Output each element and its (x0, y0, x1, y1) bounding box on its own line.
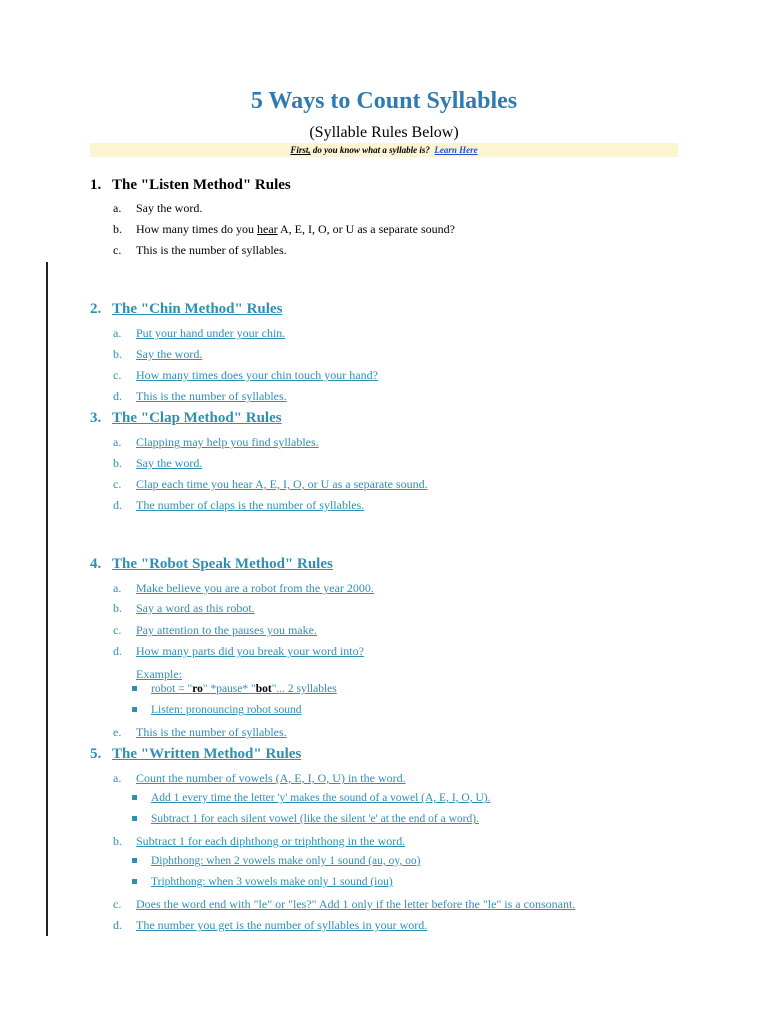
square-bullet-icon (132, 707, 137, 712)
item-text: How many times does your chin touch your hand? (136, 368, 378, 382)
list-item[interactable] (113, 456, 202, 471)
list-item (113, 222, 455, 237)
section-number: 1. (90, 177, 102, 193)
list-item[interactable] (113, 601, 255, 616)
section-number: 5. (90, 746, 102, 762)
revision-bar (46, 262, 48, 936)
section-heading-listen (90, 177, 291, 194)
item-text: Put your hand under your chin. (136, 326, 286, 340)
list-item[interactable] (113, 918, 427, 933)
item-text: A, E, I, O, or U as a separate sound? (277, 222, 455, 236)
section-title: The "Clap Method" Rules (112, 410, 282, 426)
list-item[interactable] (113, 389, 287, 404)
page-subtitle: (Syllable Rules Below) (309, 124, 459, 141)
list-item[interactable] (113, 834, 405, 849)
section-heading-chin[interactable] (90, 301, 282, 318)
bullet-text: "... 2 syllables (271, 683, 337, 695)
item-marker: d. (113, 389, 122, 403)
list-item[interactable] (113, 644, 364, 659)
page-title: 5 Ways to Count Syllables (250, 88, 518, 114)
item-text: Clap each time you hear A, E, I, O, or U as a separate sound. (136, 477, 428, 491)
example-bullet-listen[interactable] (132, 704, 301, 716)
list-item (113, 243, 287, 258)
item-text: Subtract 1 for each diphthong or triphthong in the word. (136, 834, 406, 848)
list-item (113, 201, 202, 216)
intro-banner (90, 143, 678, 157)
item-text: Say the word. (136, 347, 203, 361)
item-marker: a. (113, 326, 122, 340)
bullet-item[interactable] (132, 876, 393, 888)
bullet-text: Diphthong: when 2 vowels make only 1 sound (au, oy, oo) (151, 855, 421, 867)
section-number: 4. (90, 556, 102, 572)
bullet-text: Add 1 every time the letter 'y' makes the sound of a vowel (A, E, I, O, U). (151, 792, 491, 804)
item-text: This is the number of syllables. (136, 725, 287, 739)
section-number: 2. (90, 301, 102, 317)
item-marker: d. (113, 498, 122, 512)
bullet-text: Subtract 1 for each silent vowel (like the silent 'e' at the end of a word). (151, 813, 479, 825)
item-marker: a. (113, 771, 122, 785)
item-text: Say the word. (136, 201, 203, 215)
list-item[interactable] (113, 725, 287, 740)
item-text: Does the word end with "le" or "les?" Add 1 only if the letter before the "le" is a consonant. (136, 897, 576, 911)
section-title: The "Robot Speak Method" Rules (112, 556, 333, 572)
section-title: The "Listen Method" Rules (112, 177, 291, 193)
item-marker: b. (113, 601, 122, 615)
section-heading-clap[interactable] (90, 410, 282, 427)
item-marker: b. (113, 347, 122, 361)
list-item[interactable] (113, 347, 202, 362)
bullet-emphasis: bot (255, 683, 272, 695)
section-title: The "Chin Method" Rules (112, 301, 283, 317)
item-text: This is the number of syllables. (136, 389, 287, 403)
item-marker: b. (113, 222, 122, 236)
item-marker: c. (113, 897, 122, 911)
bullet-item[interactable] (132, 855, 420, 867)
section-heading-written[interactable] (90, 746, 301, 763)
bullet-item[interactable] (132, 792, 490, 804)
bullet-text: Listen: pronouncing robot sound (151, 704, 302, 716)
bullet-item[interactable] (132, 813, 479, 825)
bullet-text: robot = " (151, 683, 193, 695)
section-heading-robot[interactable] (90, 556, 333, 573)
list-item[interactable] (113, 368, 378, 383)
list-item[interactable] (113, 435, 319, 450)
item-text: Clapping may help you find syllables. (136, 435, 319, 449)
list-item[interactable] (113, 498, 364, 513)
square-bullet-icon (132, 795, 137, 800)
intro-first: First, (290, 145, 311, 155)
list-item[interactable] (113, 623, 317, 638)
square-bullet-icon (132, 686, 137, 691)
item-text: How many times do you (136, 222, 257, 236)
item-text: Pay attention to the pauses you make. (136, 623, 317, 637)
section-title: The "Written Method" Rules (112, 746, 302, 762)
item-emphasis: hear (257, 222, 278, 236)
section-number: 3. (90, 410, 102, 426)
item-text: The number you get is the number of syllables in your word. (136, 918, 428, 932)
item-marker: d. (113, 644, 122, 658)
list-item[interactable] (113, 581, 374, 596)
intro-question: do you know what a syllable is? (310, 145, 430, 155)
item-marker: c. (113, 623, 122, 637)
square-bullet-icon (132, 816, 137, 821)
item-text: Say the word. (136, 456, 203, 470)
list-item[interactable] (113, 477, 428, 492)
square-bullet-icon (132, 858, 137, 863)
item-text: The number of claps is the number of syllables. (136, 498, 365, 512)
example-bullet-robot[interactable] (132, 683, 337, 695)
list-item[interactable] (113, 326, 285, 341)
item-marker: c. (113, 243, 122, 257)
example-label[interactable]: Example: (136, 667, 182, 681)
bullet-text: Triphthong: when 3 vowels make only 1 sound (iou) (151, 876, 393, 888)
list-item[interactable] (113, 897, 575, 912)
square-bullet-icon (132, 879, 137, 884)
item-text: How many parts did you break your word into? (136, 644, 364, 658)
bullet-emphasis: ro (192, 683, 203, 695)
item-text: Make believe you are a robot from the year 2000. (136, 581, 374, 595)
bullet-text: " *pause* " (202, 683, 256, 695)
item-marker: a. (113, 435, 122, 449)
learn-here-link[interactable]: Learn Here (434, 145, 478, 155)
item-text: Say a word as this robot. (136, 601, 255, 615)
item-marker: d. (113, 918, 122, 932)
item-marker: b. (113, 456, 122, 470)
list-item[interactable] (113, 771, 406, 786)
item-text: This is the number of syllables. (136, 243, 287, 257)
item-marker: a. (113, 581, 122, 595)
item-marker: b. (113, 834, 122, 848)
item-marker: a. (113, 201, 122, 215)
item-marker: e. (113, 725, 122, 739)
item-marker: c. (113, 368, 122, 382)
item-marker: c. (113, 477, 122, 491)
item-text: Count the number of vowels (A, E, I, O, U) in the word. (136, 771, 406, 785)
